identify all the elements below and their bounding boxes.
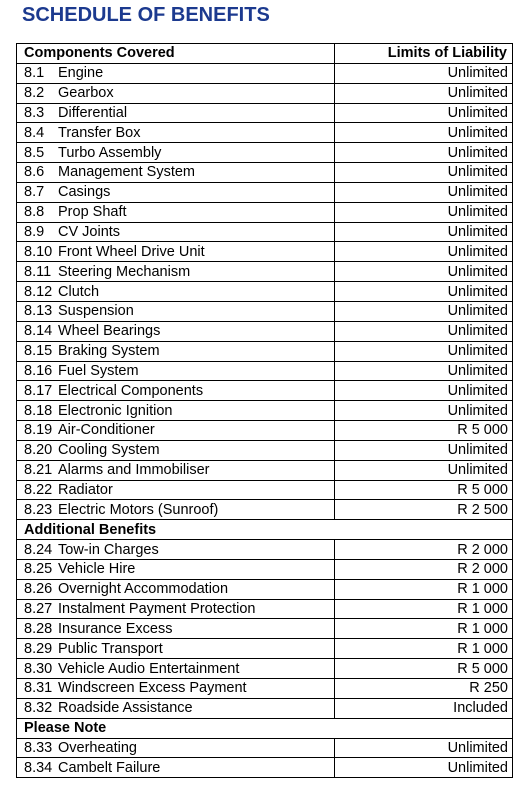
benefit-label: Air-Conditioner [58,422,155,439]
additional-benefits-header: Additional Benefits [17,520,513,540]
benefit-label: Electronic Ignition [58,402,173,419]
benefit-label: Vehicle Hire [58,561,136,578]
limit-value-cell: Unlimited [335,143,513,163]
limit-value-cell: R 1 000 [335,599,513,619]
table-row [17,579,513,599]
table-row [17,222,513,242]
limit-value-cell: Unlimited [335,163,513,183]
benefit-name-cell [17,63,335,83]
benefit-number: 8.29 [24,640,53,657]
benefit-name-cell [17,758,335,778]
limit-value-cell: R 250 [335,679,513,699]
table-row [17,301,513,321]
table-row [17,738,513,758]
limit-value-cell: Unlimited [335,361,513,381]
benefit-label: Gearbox [58,85,114,102]
benefit-number: 8.28 [24,620,53,637]
table-row [17,103,513,123]
limit-value-cell: Unlimited [335,440,513,460]
benefit-label: Overnight Accommodation [58,581,229,598]
table-row [17,758,513,778]
benefit-name-cell [17,679,335,699]
limits-of-liability-header: Limits of Liability [335,44,513,64]
table-row [17,619,513,639]
benefit-name-cell [17,123,335,143]
benefit-name-cell [17,143,335,163]
benefit-number: 8.15 [24,343,53,360]
limit-value-cell: R 1 000 [335,619,513,639]
benefit-label: Instalment Payment Protection [58,601,256,618]
table-row [17,163,513,183]
benefit-label: Insurance Excess [58,620,173,637]
benefit-name-cell [17,361,335,381]
table-row [17,321,513,341]
benefit-label: Turbo Assembly [58,144,162,161]
limit-value-cell: R 1 000 [335,579,513,599]
limit-value-cell: R 5 000 [335,480,513,500]
benefit-number: 8.31 [24,680,53,697]
benefit-name-cell [17,341,335,361]
benefit-number: 8.25 [24,561,53,578]
benefit-label: Radiator [58,481,113,498]
table-header-row [17,44,513,64]
benefit-name-cell [17,262,335,282]
benefit-name-cell [17,738,335,758]
benefit-name-cell [17,163,335,183]
benefit-name-cell [17,401,335,421]
limit-value-cell: Unlimited [335,738,513,758]
benefit-label: Braking System [58,343,160,360]
benefit-label: Fuel System [58,362,139,379]
benefit-name-cell [17,103,335,123]
benefit-name-cell [17,500,335,520]
table-row [17,540,513,560]
please-note-header: Please Note [17,718,513,738]
benefit-name-cell [17,559,335,579]
benefit-number: 8.34 [24,759,53,776]
table-row [17,262,513,282]
benefit-label: Cambelt Failure [58,759,161,776]
benefit-name-cell [17,599,335,619]
benefit-label: Transfer Box [58,124,141,141]
table-row [17,202,513,222]
benefit-label: Wheel Bearings [58,323,161,340]
benefit-number: 8.18 [24,402,53,419]
limit-value-cell: R 5 000 [335,421,513,441]
benefit-number: 8.19 [24,422,53,439]
limit-value-cell: Unlimited [335,63,513,83]
benefit-number: 8.27 [24,601,53,618]
limit-value-cell: Unlimited [335,123,513,143]
benefit-label: Overheating [58,739,137,756]
table-row [17,282,513,302]
benefit-label: Electrical Components [58,382,204,399]
benefit-number: 8.23 [24,501,53,518]
benefit-number: 8.14 [24,323,53,340]
benefit-label: Roadside Assistance [58,700,193,717]
benefit-label: Electric Motors (Sunroof) [58,501,219,518]
limit-value-cell: Unlimited [335,103,513,123]
limit-value-cell: Unlimited [335,182,513,202]
benefit-name-cell [17,222,335,242]
table-row [17,500,513,520]
limit-value-cell: Unlimited [335,460,513,480]
limit-value-cell: Unlimited [335,202,513,222]
table-row [17,182,513,202]
benefit-number: 8.2 [24,85,45,102]
table-row [17,559,513,579]
table-row [17,639,513,659]
limit-value-cell: R 1 000 [335,639,513,659]
benefit-name-cell [17,83,335,103]
benefit-label: Front Wheel Drive Unit [58,243,205,260]
limit-value-cell: Unlimited [335,321,513,341]
limit-value-cell: Unlimited [335,222,513,242]
components-covered-header: Components Covered [17,44,335,64]
table-row [17,480,513,500]
benefit-name-cell [17,460,335,480]
benefit-label: Cooling System [58,442,160,459]
benefit-label: Management System [58,164,196,181]
table-row [17,143,513,163]
limit-value-cell: Unlimited [335,758,513,778]
limit-value-cell: Unlimited [335,401,513,421]
table-row [17,698,513,718]
benefit-number: 8.6 [24,164,45,181]
table-row [17,599,513,619]
limit-value-cell: Unlimited [335,341,513,361]
table-row [17,63,513,83]
table-row [17,421,513,441]
benefit-number: 8.11 [24,263,52,280]
table-row [17,341,513,361]
benefit-number: 8.30 [24,660,53,677]
limit-value-cell: Included [335,698,513,718]
limit-value-cell: Unlimited [335,83,513,103]
table-row [17,83,513,103]
table-row [17,679,513,699]
benefit-number: 8.16 [24,362,53,379]
table-row [17,123,513,143]
benefit-number: 8.13 [24,303,53,320]
limit-value-cell: R 2 000 [335,559,513,579]
table-row [17,401,513,421]
benefit-number: 8.9 [24,224,45,241]
benefit-name-cell [17,202,335,222]
benefit-label: Suspension [58,303,134,320]
benefit-label: Steering Mechanism [58,263,191,280]
benefit-label: Windscreen Excess Payment [58,680,247,697]
benefit-label: Engine [58,65,104,82]
benefits-table-body [17,44,513,778]
table-row [17,242,513,262]
benefit-name-cell [17,282,335,302]
benefit-label: Casings [58,184,111,201]
benefit-number: 8.5 [24,144,45,161]
benefit-name-cell [17,421,335,441]
benefit-number: 8.20 [24,442,53,459]
benefit-number: 8.24 [24,541,53,558]
benefits-table [16,43,513,778]
table-row [17,460,513,480]
benefit-name-cell [17,440,335,460]
benefit-name-cell [17,321,335,341]
section-header-row [17,520,513,540]
benefit-label: Prop Shaft [58,204,127,221]
limit-value-cell: Unlimited [335,301,513,321]
section-header-row [17,718,513,738]
limit-value-cell: Unlimited [335,242,513,262]
benefit-number: 8.22 [24,481,53,498]
benefit-number: 8.21 [24,462,53,479]
table-row [17,659,513,679]
benefit-name-cell [17,182,335,202]
table-row [17,440,513,460]
limit-value-cell: Unlimited [335,282,513,302]
benefit-name-cell [17,540,335,560]
limit-value-cell: R 2 000 [335,540,513,560]
benefit-label: Alarms and Immobiliser [58,462,210,479]
benefit-number: 8.17 [24,382,53,399]
limit-value-cell: R 5 000 [335,659,513,679]
benefit-name-cell [17,242,335,262]
table-row [17,361,513,381]
benefit-name-cell [17,639,335,659]
benefit-number: 8.3 [24,104,45,121]
limit-value-cell: Unlimited [335,381,513,401]
benefit-number: 8.7 [24,184,45,201]
benefit-label: Public Transport [58,640,163,657]
table-row [17,381,513,401]
benefit-name-cell [17,579,335,599]
benefit-name-cell [17,659,335,679]
benefit-name-cell [17,480,335,500]
benefit-name-cell [17,381,335,401]
benefit-label: Tow-in Charges [58,541,159,558]
benefit-number: 8.4 [24,124,45,141]
benefit-label: Differential [58,104,128,121]
limit-value-cell: Unlimited [335,262,513,282]
benefit-number: 8.12 [24,283,53,300]
benefit-number: 8.10 [24,243,53,260]
benefit-label: Vehicle Audio Entertainment [58,660,240,677]
benefit-name-cell [17,698,335,718]
limit-value-cell: R 2 500 [335,500,513,520]
benefit-number: 8.32 [24,700,53,717]
benefit-label: Clutch [58,283,100,300]
benefit-number: 8.1 [24,65,45,82]
benefit-label: CV Joints [58,224,121,241]
benefit-name-cell [17,619,335,639]
benefit-number: 8.26 [24,581,53,598]
benefit-number: 8.33 [24,739,53,756]
page-title: SCHEDULE OF BENEFITS [22,4,270,26]
benefit-name-cell [17,301,335,321]
benefit-number: 8.8 [24,204,45,221]
